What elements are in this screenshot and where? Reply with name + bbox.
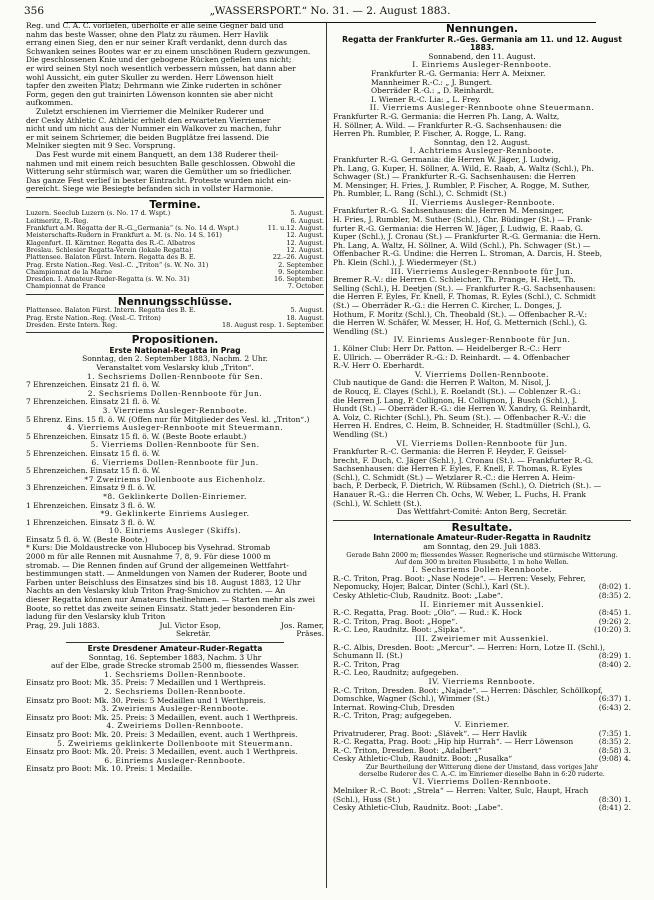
nennung-line: Frankfurter R.-G. Germania: Herr A. Meixner. <box>371 68 546 78</box>
result-entry: R.-C. Triton, Prag. Boot: „Nase Nodeje“. — Herren: Vesely, Fehrer, <box>333 573 586 583</box>
prag-signature <box>26 622 324 631</box>
termine-row <box>26 283 324 290</box>
nennung-line: I. Einriems Ausleger-Rennboote. <box>412 60 552 70</box>
result-row <box>333 804 631 813</box>
signature-secretary: Jul. Victor Esop, <box>159 620 221 630</box>
dresden-line: Einsatz pro Boot: Mk. 10. Preis: 1 Medaille. <box>26 764 193 774</box>
result-time: (6:43) 2. <box>598 702 631 712</box>
dresden-line: Einsatz pro Boot: Mk. 25. Preis: 3 Medaillen, event. auch 1 Werthpreis. <box>26 712 298 722</box>
nennschluss-event: Plattensee. Balaton Fürst. Intern. Regatta des B. E. <box>26 306 196 315</box>
nennung-line: Offenbacher R.-G. Undine: die Herren L. Stroman, A. Darcis, H. Steeb, <box>333 249 603 259</box>
nennung-line: Frankfurter R.-G. Sachsenhausen: die Herren M. Mensinger, <box>333 206 564 216</box>
nennung-line: die Herren F. Eyles, Fr. Knell, F. Thomas, R. Eyles (Schl.), C. Schmidt <box>333 292 596 302</box>
race-heading: VI. Vierriems Dollen-Rennboote. <box>412 777 552 787</box>
frankfurt-regatta-title: Regatta der Frankfurter R.-Ges. Germania am 11. und 12. August 1883. <box>342 34 622 53</box>
body-line: Das ganze Fest verlief in bester Eintracht. Proteste wurden nicht ein- <box>26 175 291 185</box>
termine-date: 7. October. <box>287 282 324 291</box>
page-header <box>24 5 636 19</box>
nennung-line: Bremer R.-V.: die Herren C. Schleicher, Th. Prange, H. Hett, Th. <box>333 275 576 285</box>
result-time: (10:20) 3. <box>593 625 631 635</box>
section-rule <box>26 332 324 333</box>
prag-regatta-title: Erste National-Regatta in Prag <box>109 345 241 355</box>
nennung-line: brecht, F. Duch, C. Jäger (Schl.), J. Cronau (St.). — Frankfurter R.-G. <box>333 455 594 465</box>
prag-line: 4. Vierriems Ausleger-Rennboote mit Steuermann. <box>66 423 284 433</box>
resultate-heading: Resultate. <box>451 521 513 534</box>
prag-line: 1 Ehrenzeichen. Einsatz 3 fl. ö. W. <box>26 500 156 510</box>
prag-line: Sonntag, den 2. September 1883, Nachm. 2 Uhr. <box>82 354 268 364</box>
dresden-line: Einsatz pro Boot: Mk. 20. Preis: 3 Medaillen, event. auch 1 Werthpreis. <box>26 747 298 757</box>
result-time: (7:35) 1. <box>598 728 631 738</box>
section-rule <box>26 294 324 295</box>
result-entry: Domschke, Wagner (Schl.), Wimmer (St.) <box>333 694 490 704</box>
nennung-line: Ph. Klein (Schl.), J. Wiedermeyer (St.) <box>333 258 477 268</box>
result-entry: Privatruderer, Prag. Boot: „Slávek“. — Herr Havlik <box>333 728 527 738</box>
signature-president: Jos. Ramer, <box>280 620 324 630</box>
result-entry: R.-C. Leo, Raudnitz; aufgegeben. <box>333 668 459 678</box>
nennung-line: Frankfurter R.-C. Germania: die Herren F. Heyder, F. Geissel- <box>333 447 567 457</box>
nennung-line: IV. Einriems Ausleger-Rennboote für Jun. <box>393 335 571 345</box>
result-entry: Cesky Athletic-Club, Raudnitz. Boot: „Labe“. <box>333 803 503 813</box>
termine-date: 12. August. <box>286 231 324 240</box>
result-time: (8:02) 1. <box>598 582 631 592</box>
result-entry: R.-C. Regatta, Prag. Boot: „Olo“. — Rud.: K. Hock <box>333 608 522 618</box>
nennung-line: Herren Ph. Rumbler, P. Fischer, A. Rogge, L. Rang. <box>333 129 527 139</box>
termine-event: Leitmeritz, R.-Reg. <box>26 216 89 225</box>
race-note: derselbe Ruderer des C. A.-C. im Einriemer dieselbe Bahn in 6:20 ruderte. <box>359 770 605 779</box>
dresden-line: Einsatz pro Boot: Mk. 20. Preis: 3 Medaillen, event. auch 1 Werthpreis. <box>26 729 298 739</box>
nennschluss-date: 18. August resp. 1. September. <box>221 320 324 329</box>
body-line: Die geschlossenen Knie und der gebogene Rücken gefielen uns nicht; <box>26 55 292 65</box>
prag-line: 6. Vierriems Dollen-Rennboote für Jun. <box>91 457 259 467</box>
body-line: tapfer den zweiten Platz; Dehrmann wie Zinke ruderten in schöner <box>26 81 282 91</box>
nennung-line: II. Vierriems Ausleger-Rennboote ohne Steuermann. <box>369 103 595 113</box>
signature-place: Prag, 29. Juli 1883. <box>26 620 100 630</box>
nennung-line: Wendling (St.) <box>333 429 388 439</box>
nennung-line: Selling (Schl.), H. Deetjen (St.). — Frankfurter R.-G. Sachsenhausen: <box>333 283 596 293</box>
nennung-line: A. Volz, C. Richter (Schl.), Ph. Seum (St.). — Offenbacher R.-V.: die <box>333 412 586 422</box>
dresden-line: 4. Zweiriems Dollen-Rennboote. <box>106 721 244 731</box>
nennschluss-date: 5. August. <box>290 306 324 315</box>
prag-line: Nachts an den Veslarsky klub Triton Prag-Smichov zu richten. — An <box>26 586 286 596</box>
result-entry: Melniker R.-C. Boot: „Strela“ — Herren: Valter, Sulc, Haupt, Hrach <box>333 786 589 796</box>
nennung-line: Schwager (St.) — Frankfurter R.-G. Sachsenhausen: die Herren <box>333 172 576 182</box>
result-time: (8:35) 2. <box>598 591 631 600</box>
termine-date: 9. September. <box>278 267 324 276</box>
dresden-line: 1. Sechsriems Dollen-Rennboote. <box>104 669 246 679</box>
dresden-line: 5. Zweiriems geklinkerte Dollenboote mit Steuermann. <box>57 738 293 748</box>
column-divider <box>326 22 327 888</box>
body-line: Schwanken seines Bootes war er zu einem unschönen Rudern gezwungen. <box>26 46 311 56</box>
termine-event: Dresden. I. Amateur-Ruder-Regatta (s. W. No. 31) <box>26 275 190 284</box>
prag-line: 2000 m für alle Rennen mit Ausnahme 7, 8, 9. Für diese 1000 m <box>26 552 271 562</box>
termine-event: Meisterschafts-Rudern in Frankfurt a. M. (s. No. 14 S. 161) <box>26 231 222 240</box>
dresden-regatta-title: Erste Dresdener Amateur-Ruder-Regatta <box>87 644 263 653</box>
result-time: (8:35) 2. <box>598 737 631 747</box>
prag-line: 5. Vierriems Dollen-Rennboote für Sen. <box>90 440 260 450</box>
nennschluss-row <box>26 322 324 329</box>
body-line: nicht und um nicht aus der Nummer ein Walkover zu machen, fuhr <box>26 124 281 134</box>
nennung-line: I. Wiener R.-C. Lia: „ L. Frey. <box>371 94 481 104</box>
result-time: (8:41) 2. <box>598 803 631 813</box>
left-column <box>26 22 324 774</box>
result-entry: R.-C. Triton, Prag <box>333 659 400 669</box>
prag-line: 7 Ehrenzeichen. Einsatz 21 fl. ö. W. <box>26 397 161 407</box>
body-line: errang einen Sieg, den er nur seiner Kraft verdankt, denn durch das <box>26 38 287 48</box>
termine-date: 12. August. <box>286 238 324 247</box>
nennung-line: Wendling (St.) <box>333 326 388 336</box>
body-line: Melniker siegten mit 9 Sec. Vorsprung. <box>26 141 176 151</box>
termine-event: Plattensee. Balaton Fürst. Intern. Regatta des B. E. <box>26 253 196 262</box>
dresden-line: auf der Elbe, grade Strecke stromab 2500 m, fliessendes Wasser. <box>51 661 299 671</box>
nennung-line: Das Wettfahrt-Comité: Anton Berg, Secretär. <box>396 507 568 517</box>
nennung-line: Hundt (St.) — Oberräder R.-G.: die Herren W. Xandry, G. Reinhardt, <box>333 404 591 414</box>
result-entry: (Schl.), Huss (St.) <box>333 794 401 804</box>
nennung-line: Ph. Lang, A. Waltz, H. Söllner, A. Wild (Schl.), Ph. Schwager (St.) — <box>333 240 591 250</box>
nennung-line: H. Söllner, A. Wild. — Frankfurter R.-G. Sachsenhausen: die <box>333 120 562 130</box>
body-line: Witterung sehr stürmisch war, waren die Gemüther um so friedlicher. <box>26 167 292 177</box>
body-line: der Cesky Athletic C. Athletic erhielt den erwarteten Vierriemer <box>26 115 271 125</box>
dresden-line: Einsatz pro Boot: Mk. 30. Preis: 5 Medaillen und 1 Werthpreis. <box>26 695 266 705</box>
result-entry: R.-C. Triton, Prag. Boot: „Hope“. <box>333 616 458 626</box>
nennung-line: (St.) — Oberräder R.-G.: die Herren C. Kircher, L. Donges, J. <box>333 301 562 310</box>
raudnitz-intro: Auf dem 300 m breiten Flussbette, 1 m hohe Wellen. <box>395 557 569 566</box>
nennung-line: die Herren W. Schäfer, W. Messer, H. Hof, G. Metternich (Schl.), G. <box>333 318 587 328</box>
nennung-line: H. Fries, J. Rumbler, M. Suther (Schl.), Chr. Büdinger (St.) — Frank- <box>333 215 593 225</box>
dresden-line: Sonntag, 16. September 1883, Nachm. 3 Uhr <box>88 652 262 662</box>
prag-line: 7 Ehrenzeichen. Einsatz 21 fl. ö. W. <box>26 380 161 390</box>
nennung-line: Hothum, F. Moritz (Schl.), Ch. Theobald (St.). — Offenbacher R.-V.: <box>333 309 588 319</box>
nennung-line: Oberräder R.-G.: „ D. Reinhardt. <box>371 86 495 96</box>
nennung-line: Frankfurter R.-G. Germania: die Herren W. Jäger, J. Ludwig, <box>333 154 561 164</box>
nennung-line: Sachsenhausen: die Herren F. Eyles, F. Knell, F. Thomas, R. Eyles <box>333 464 583 474</box>
result-time: (8:58) 3. <box>598 745 631 755</box>
result-time: (6:37) 1. <box>598 694 631 704</box>
result-time: (9:08) 4. <box>598 754 631 764</box>
termine-date: 22.–26. August. <box>272 253 324 262</box>
prag-line: Veranstaltet vom Veslarsky klub „Triton“. <box>96 363 254 372</box>
dresden-line: 2. Sechsriems Dollen-Rennboote. <box>104 686 246 696</box>
nennung-line: Ph. Rumbler, L. Rang (Schl.), C. Schmidt (St.) <box>333 189 507 199</box>
body-line: Form, gegen den gut trainirten Löwenson konnten sie aber nicht <box>26 89 274 99</box>
prag-line: Boote, so rettet das zweite seinen Einsatz. Statt jeder besonderen Ein- <box>26 603 296 613</box>
nennung-line: de Roucq, E. Clayes (Schl.), E. Roelandt (St.). — Coblenzer R.-G.: <box>333 386 581 396</box>
result-time: (8:45) 1. <box>598 608 631 618</box>
result-entry: R.-C. Triton, Prag; aufgegeben. <box>333 711 452 721</box>
prag-line: *7 Zweiriems Dollenboote aus Eichenholz. <box>84 474 266 484</box>
nennung-line: Club nautique de Gand: die Herren P. Walton, M. Nisol, J. <box>333 378 551 388</box>
prag-line: bestimmungen statt. — Anmeldungen von Namen der Ruderer, Boote und <box>26 569 308 579</box>
nennung-line: R.-V. Herr O. Eberhardt. <box>333 361 425 371</box>
body-line: nahm das beste Wasser, ohne den Platz zu räumen. Herr Havlik <box>26 29 269 39</box>
termine-event: Championnat de la Marne <box>26 267 113 276</box>
race-heading: V. Einriemer. <box>454 719 510 729</box>
termine-date: 2. September. <box>278 260 324 269</box>
prag-line: dieser Regatta können nur Amateurs theilnehmen. — Starten mehr als zwei <box>26 595 315 605</box>
termine-date: 11. u.12. August. <box>267 224 324 233</box>
section-rule <box>26 197 324 198</box>
prag-line: 3. Vierriems Ausleger-Rennboote. <box>102 405 248 415</box>
result-entry: R.-C. Triton, Dresden. Boot: „Adalbert“ <box>333 745 482 755</box>
section-rule <box>333 520 631 521</box>
result-entry: R.-C. Triton, Dresden. Boot: „Najade“. — Herren: Däschler, Schöllkopf, <box>333 685 603 695</box>
prag-line: 5 Ehrenz. Eins. 15 fl. ö. W. (Offen nur für Mitglieder des Vesl. kl. „Triton“.) <box>26 414 310 424</box>
prag-line: Farben unter Beischluss des Einsatzes sind bis 18. August 1883, 12 Uhr <box>26 577 301 587</box>
nennung-line: III. Vierriems Ausleger-Rennboote für Jun. <box>390 266 574 276</box>
prag-line: 5 Ehrenzeichen. Einsatz 15 fl. ö. W. (Beste Boote erlaubt.) <box>26 431 247 441</box>
prag-line: 1. Sechsriems Dollen-Rennboote für Sen. <box>86 371 264 381</box>
nennung-line: Herren H. Endres, C. Heim, B. Schneider, H. Stadtmüller (Schl.), G. <box>333 421 591 431</box>
result-entry: R.-C. Leo, Raudnitz. Boot: „Sipka“. <box>333 625 466 635</box>
termine-event: Prag. Erste Nation.-Reg. Vesl.-C. „Triton“ (s. W. No. 31) <box>26 260 209 269</box>
result-entry: R.-C. Regatta, Prag. Boot: „Hip hip Hurrah“. — Herr Löwenson <box>333 737 574 747</box>
result-entry: Cesky Athletic-Club, Raudnitz. Boot: „Labe“. <box>333 591 503 600</box>
result-time: (8:40) 2. <box>598 659 631 669</box>
prag-line: stromab. — Die Rennen finden auf Grund der allgemeinen Wettfahrt- <box>26 560 289 570</box>
section-rule <box>66 642 284 643</box>
termine-date: 6. August. <box>290 216 324 225</box>
race-heading: III. Zweiriemer mit Aussenkiel. <box>415 633 549 643</box>
dresden-line: Einsatz pro Boot: Mk. 35. Preis: 7 Medaillen und 1 Werthpreis. <box>26 678 266 688</box>
result-entry: Internat. Rowing-Club, Dresden <box>333 702 455 712</box>
race-note: Zur Beurtheilung der Witterung diene der Umstand, dass voriges Jahr <box>366 762 598 771</box>
prag-line: *9. Geklinkerte Einriems Ausleger. <box>100 509 250 519</box>
body-line: Das Fest wurde mit einem Banquett, an dem 138 Ruderer theil- <box>36 149 279 159</box>
nennung-line: Sonnabend, den 11. August. <box>428 51 536 61</box>
race-heading: IV. Vierriems Rennboote. <box>428 676 536 686</box>
nennung-line: die Herren J. Lang, P. Collignon, H. Collignon, J. Busch (Schl.), J. <box>333 395 578 405</box>
body-line: wohl Aussicht, ein guter Skuller zu werden. Herr Löwenson hielt <box>26 72 274 82</box>
nennung-line: V. Vierriems Dollen-Rennboote. <box>415 369 549 379</box>
dresden-line: 6. Einriems Ausleger-Rennboote. <box>104 755 246 765</box>
nennschluss-event: Dresden. Erste Intern. Reg. <box>26 320 118 329</box>
prag-line: ladung für den Veslarsky klub Triton <box>26 612 166 622</box>
termine-date: 5. August. <box>290 209 324 218</box>
prag-line: * Kurs: Die Moldaustrecke von Hlubocep bis Vysehrad. Stromab <box>26 543 271 553</box>
race-heading: I. Sechsriems Dollen-Rennboote. <box>412 565 552 575</box>
termine-event: Championnat de France <box>26 282 106 291</box>
nennung-line: 1. Kölner Club: Herr Dr. Patton. — Heidelberger R.-C.: Herr <box>333 343 561 353</box>
termine-event: Luzern. Seeclub Luzern (s. No. 17 d. Wspt.) <box>26 209 171 218</box>
propositionen-heading: Propositionen. <box>131 334 219 347</box>
nennung-line: Frankfurter R.-G. Germania: die Herren Ph. Lang, A. Waltz, <box>333 111 560 121</box>
nennung-line: (Schl.), C. Schmidt (St.) — Wetzlarer R.-C.: die Herren A. Heim- <box>333 472 576 482</box>
body-line: gereicht. Siege wie Besiegte befanden sich in vollster Harmonie. <box>26 184 274 194</box>
nennschluss-heading: Nennungsschlüsse. <box>117 295 233 308</box>
nennschluss-date: 18. August. <box>286 313 324 322</box>
prag-line: 5 Ehrenzeichen. Einsatz 15 fl. ö. W. <box>26 448 161 458</box>
prag-line: 1 Ehrenzeichen. Einsatz 3 fl. ö. W. <box>26 517 156 527</box>
result-entry: Schumann II. (St.) <box>333 651 403 661</box>
body-line: Reg. und C. A. C. vorliefen, überholte er alle seine Gegner bald und <box>26 21 284 30</box>
raudnitz-intro: Gerade Bahn 2000 m; fliessendes Wasser. Regnerische und stürmische Witterung. <box>346 550 618 559</box>
nennung-line: Hanauer R.-G.: die Herren Ch. Ochs, W. Weber, L. Fuchs, H. Frank <box>333 490 586 500</box>
prag-line: 3 Ehrenzeichen. Einsatz 9 fl. ö. W. <box>26 483 156 493</box>
prag-line: 5 Ehrenzeichen. Einsatz 15 fl. ö. W. <box>26 466 161 476</box>
nennung-line: VI. Vierriems Dollen-Rennboote für Jun. <box>396 438 568 448</box>
termine-event: Frankfurt a.M. Regatta der R.-G.„Germania“ (s. No. 14 d. Wspt.) <box>26 224 239 233</box>
body-line: er mit seinem Schriemer, die beiden Bugplätze frei lassend. Die <box>26 132 269 142</box>
termine-date: 12. August. <box>286 245 324 254</box>
nennschluss-event: Prag. Erste Nation.-Reg. (Vesl.-C. Triton) <box>26 313 161 322</box>
nennung-line: M. Mensinger, H. Fries, J. Rumbler, P. Fischer, A. Rogge, M. Suther, <box>333 180 590 190</box>
termine-event: Klagenfurt. II. Kärntner. Regatta des R.-C. Albatros <box>26 238 196 247</box>
nennung-line: Ph. Lang, G. Kuper, H. Söllner, A. Wild, E. Raab, A. Waltz (Schl.), Ph. <box>333 163 594 173</box>
page-number: 356 <box>24 5 45 17</box>
prag-line: Einsatz 5 fl. ö. W. (Beste Boote.) <box>26 534 148 544</box>
nennung-line: Mannheimer R.-C.: „ J. Bungert. <box>371 77 493 87</box>
dresden-line: 3. Zweiriems Ausleger-Rennboote. <box>101 704 249 714</box>
body-line: aufkommen. <box>26 98 74 108</box>
result-time: (8:30) 1. <box>598 794 631 804</box>
nennung-line: Sonntag, den 12. August. <box>433 137 531 147</box>
prag-line: *8. Geklinkerte Dollen-Einriemer. <box>103 491 247 501</box>
result-entry: Cesky Athletic-Club, Raudnitz. Boot: „Rusalka“ <box>333 754 513 764</box>
nennung-line: I. Achtriems Ausleger-Rennboote. <box>409 146 555 156</box>
nennung-line: (Schl.), W. Schlett (St.). <box>333 498 422 508</box>
nennung-line: Kuper (Schl.), J. Cronau (St.) — Frankfurter R.-G. Germania: die Hern. <box>333 232 601 242</box>
role-secretary: Sekretär. <box>176 629 211 639</box>
nennung-line: II. Vierriems Ausleger-Rennboote. <box>408 197 556 207</box>
raudnitz-intro: am Sonntag, den 29. Juli 1883. <box>423 542 541 552</box>
nennung-line: bach, P. Derbeck, F. Dietrich, W. Rübsamen (Schl.), O. Dietrich (St.). — <box>333 481 602 491</box>
prag-line: 2. Sechsriems Dollen-Rennboote für Jun. <box>87 388 263 398</box>
running-title: „WASSERSPORT.“ No. 31. — 2. August 1883. <box>209 5 451 17</box>
termine-date: 16. September. <box>274 275 324 284</box>
nennungen-heading: Nennungen. <box>446 23 518 35</box>
prag-line: 10. Einriems Ausleger (Skiffs). <box>108 526 242 536</box>
race-heading: II. Einriemer mit Aussenkiel. <box>419 599 545 609</box>
nennung-line: E. Ullrich. — Oberräder R.-G.: D. Reinhardt. — 4. Offenbacher <box>333 352 570 362</box>
prag-signature-roles <box>26 630 324 639</box>
raudnitz-regatta-title: Internationale Amateur-Ruder-Regatta in Raudnitz <box>373 533 591 543</box>
result-entry: Nepomucky, Hojer, Balcar, Dinter (Schl.), Karl (St.). <box>333 582 530 592</box>
right-column <box>333 22 631 813</box>
nennung-line: furter R.-G. Germania: die Herren W. Jäger, J. Ludwig, E. Raab, G. <box>333 223 583 233</box>
result-time: (8:29) 1. <box>598 651 631 661</box>
termine-event: Breslau. Schlesier Regatta-Verein (lokale Regatta) <box>26 245 192 254</box>
termine-heading: Termine. <box>149 198 201 211</box>
result-entry: R.-C. Albis, Dresden. Boot: „Mercur“. — Herren: Horn, Lotze II. (Schl.), <box>333 642 606 652</box>
body-line: er wird seinen Styl noch wesentlich verbessern müssen, hat dann aber <box>26 63 296 73</box>
role-president: Präses. <box>296 629 324 639</box>
result-time: (9:26) 2. <box>598 616 631 626</box>
body-line: Zuletzt erschienen im Vierriemer die Melniker Ruderer und <box>36 106 264 116</box>
body-line: nahmen und mit einem reich besuchten Balle geschlossen. Obwohl die <box>26 158 296 168</box>
